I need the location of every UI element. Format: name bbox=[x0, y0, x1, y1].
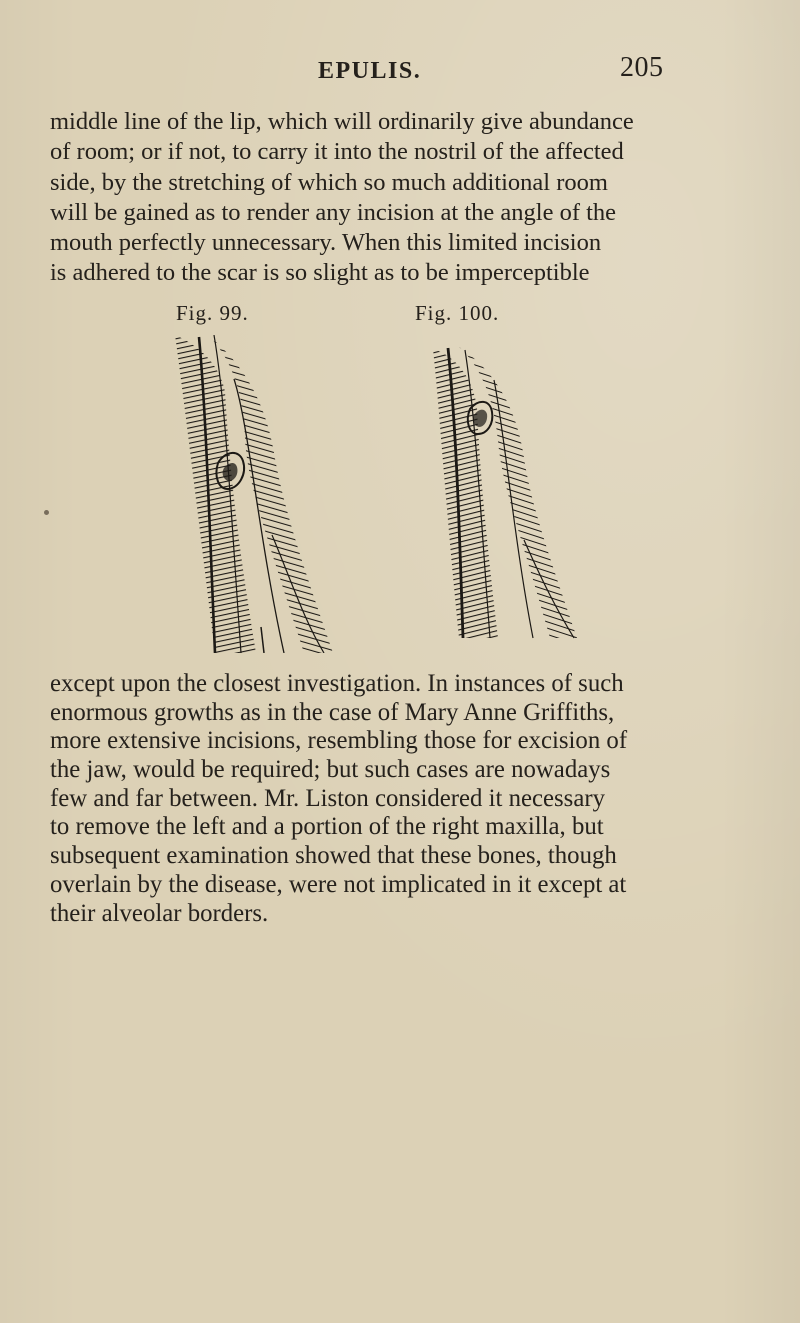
paper-speck bbox=[44, 510, 49, 515]
text-line: mouth perfectly unnecessary. When this limited incision bbox=[50, 229, 602, 257]
text-line: more extensive incisions, resembling those for excision of bbox=[50, 727, 628, 755]
text-line: except upon the closest investigation. In instances of such bbox=[50, 670, 624, 697]
text-line: to remove the left and a portion of the right maxilla, but bbox=[50, 813, 604, 841]
figure-99-label: Fig. 99. bbox=[176, 301, 249, 325]
paragraph-bottom bbox=[50, 670, 772, 928]
text-line: few and far between. Mr. Liston considered it necessary bbox=[50, 784, 605, 812]
text-line: their alveolar borders. bbox=[50, 899, 269, 927]
text-line: of room; or if not, to carry it into the nostril of the affected bbox=[50, 138, 624, 166]
text-line: subsequent examination showed that these bones, though bbox=[50, 842, 617, 870]
text-line: side, by the stretching of which so much additional room bbox=[50, 168, 608, 196]
text-line: will be gained as to render any incision at the angle of the bbox=[50, 198, 617, 226]
running-head: EPULIS. bbox=[318, 58, 422, 84]
paragraph-top bbox=[50, 107, 772, 289]
figure-100-illustration bbox=[420, 335, 585, 653]
figure-100-label: Fig. 100. bbox=[415, 301, 500, 325]
text-line: middle line of the lip, which will ordinarily give abundance bbox=[50, 108, 634, 135]
lip-incision-drawing bbox=[167, 335, 339, 653]
nostril-incision-drawing bbox=[420, 335, 585, 653]
text-line: enormous growths as in the case of Mary Anne Griffiths, bbox=[50, 698, 615, 726]
text-line: is adhered to the scar is so slight as to be imperceptible bbox=[50, 259, 590, 287]
text-line: the jaw, would be required; but such cases are nowadays bbox=[50, 756, 611, 784]
text-line: overlain by the disease, were not implicated in it except at bbox=[50, 870, 627, 898]
page-number: 205 bbox=[620, 52, 664, 83]
figure-99-illustration bbox=[167, 335, 339, 653]
